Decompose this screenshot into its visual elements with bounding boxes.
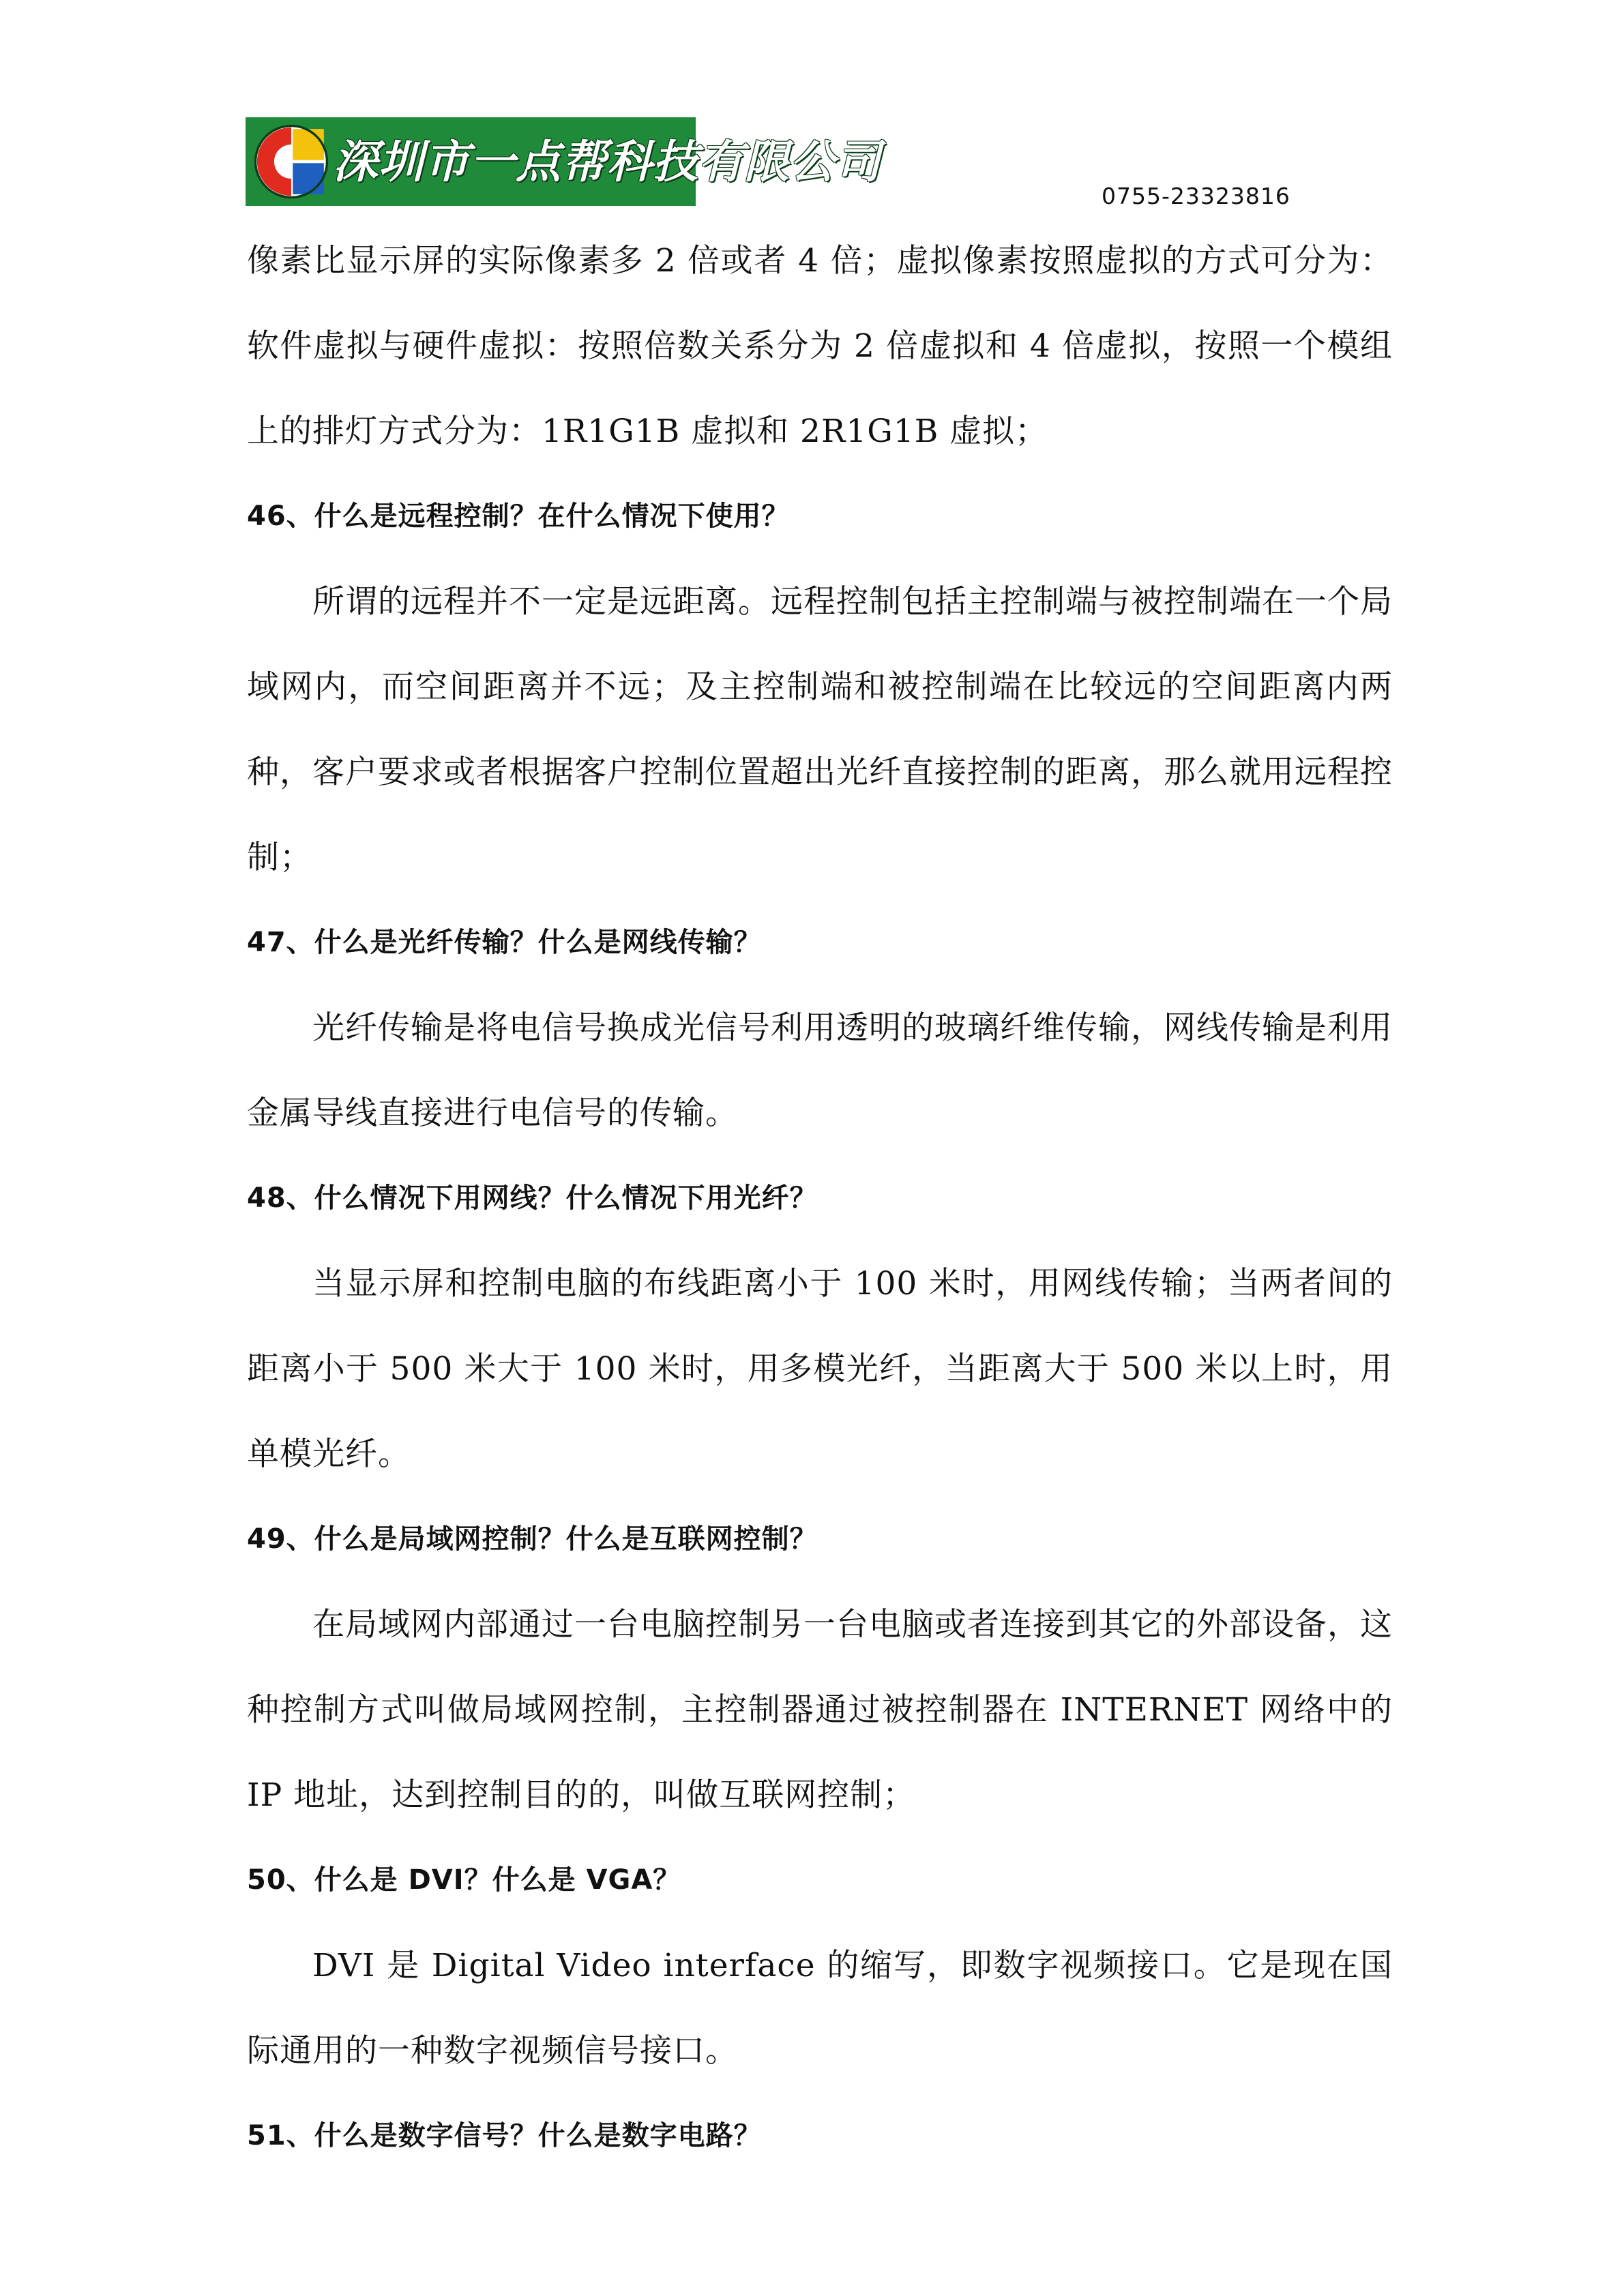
section-heading: 50、什么是 DVI？什么是 VGA？ — [247, 1864, 681, 1896]
document-body — [247, 218, 1393, 2179]
section-heading: 48、什么情况下用网线？什么情况下用光纤？ — [247, 1182, 818, 1214]
body-paragraph: DVI 是 Digital Video interface 的缩写，即数字视频接口。它是现在国际通用的一种数字视频信号接口。 — [247, 1947, 1393, 2070]
section-heading: 47、什么是光纤传输？什么是网线传输？ — [247, 927, 762, 958]
section-heading: 49、什么是局域网控制？什么是互联网控制？ — [247, 1523, 818, 1555]
section-heading: 51、什么是数字信号？什么是数字电路？ — [247, 2120, 762, 2151]
body-paragraph: 当显示屏和控制电脑的布线距离小于 100 米时，用网线传输；当两者间的距离小于 500 米大于 100 米时，用多模光纤，当距离大于 500 米以上时，用单模光纤。 — [247, 1265, 1393, 1473]
phone-number: 0755-23323816 — [1102, 183, 1290, 209]
company-logo-banner — [246, 117, 881, 206]
section-heading: 46、什么是远程控制？在什么情况下使用？ — [247, 501, 790, 532]
company-logo-icon — [252, 123, 330, 200]
body-paragraph: 在局域网内部通过一台电脑控制另一台电脑或者连接到其它的外部设备，这种控制方式叫做局域网控制，主控制器通过被控制器在 INTERNET 网络中的 IP 地址，达到控制目的的，叫做互联网控制； — [247, 1606, 1393, 1814]
body-paragraph: 像素比显示屏的实际像素多 2 倍或者 4 倍；虚拟像素按照虚拟的方式可分为：软件虚拟与硬件虚拟：按照倍数关系分为 2 倍虚拟和 4 倍虚拟，按照一个模组上的排灯方式分为：1R1G1B 虚拟和 2R1G1B 虚拟； — [247, 242, 1393, 450]
body-paragraph: 所谓的远程并不一定是远距离。远程控制包括主控制端与被控制端在一个局域网内，而空间距离并不远；及主控制端和被控制端在比较远的空间距离内两种，客户要求或者根据客户控制位置超出光纤直接控制的距离，那么就用远程控制； — [247, 583, 1393, 876]
body-paragraph: 光纤传输是将电信号换成光信号利用透明的玻璃纤维传输，网线传输是利用金属导线直接进行电信号的传输。 — [247, 1009, 1393, 1132]
company-name: 深圳市一点帮科技有限公司 — [333, 135, 881, 188]
